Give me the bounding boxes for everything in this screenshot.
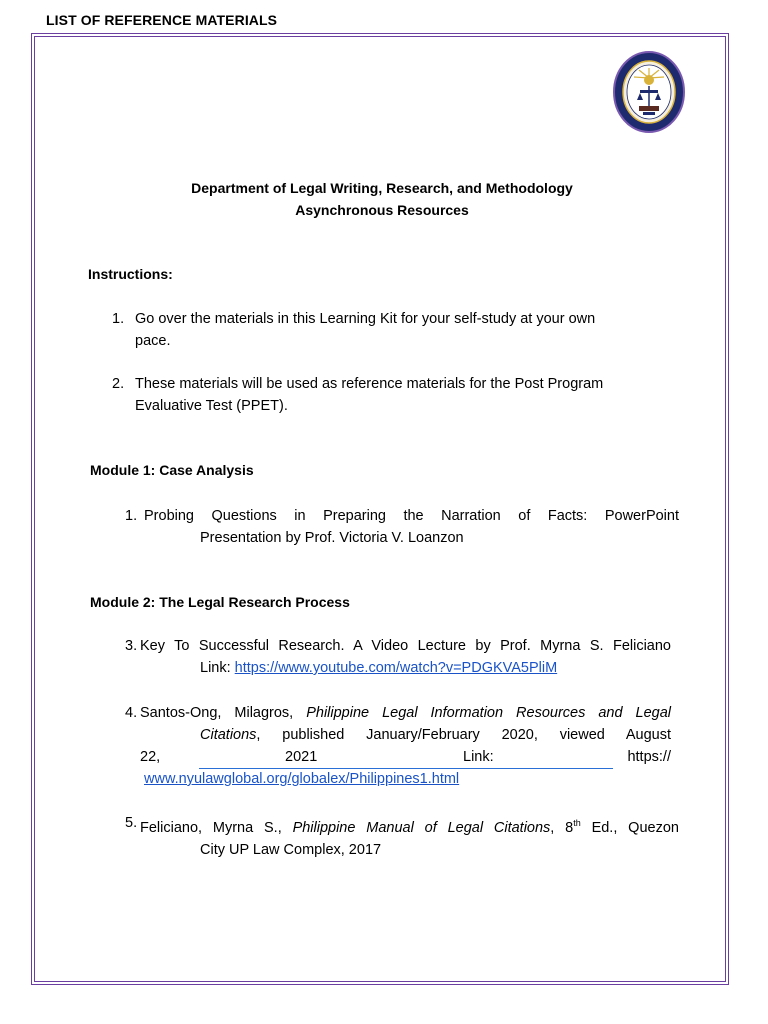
list-number: 3.: [125, 638, 138, 654]
edition-superscript: th: [573, 818, 581, 828]
instruction-item-1: [112, 308, 670, 352]
citation-publisher: City UP Law Complex, 2017: [200, 841, 382, 858]
instruction-text-cont: Evaluative Test (PPET).: [135, 398, 288, 414]
instruction-text: These materials will be used as reference materials for the Post Program: [135, 376, 604, 392]
list-number: 2.: [112, 376, 125, 392]
module1-item-1: [125, 505, 679, 549]
department-title: Department of Legal Writing, Research, and Methodology: [191, 180, 573, 196]
youtube-link[interactable]: https://www.youtube.com/watch?v=PDGKVA5PliM: [234, 660, 558, 676]
module2-heading: Module 2: The Legal Research Process: [90, 594, 350, 610]
link-prefix: https://: [627, 749, 671, 765]
module2-item-5: [125, 812, 679, 861]
citation-date-day: 22,: [140, 749, 161, 765]
citation-title-cont: Citations: [200, 727, 257, 743]
list-number: 5.: [125, 815, 138, 831]
instruction-item-2: [112, 373, 670, 417]
instruction-text-cont: pace.: [135, 333, 171, 349]
nyulawglobal-link[interactable]: www.nyulawglobal.org/globalex/Philippines1.html: [144, 771, 460, 787]
university-seal-icon: [612, 50, 686, 134]
module1-item-text: Probing Questions in Preparing the Narration of Facts: PowerPoint: [144, 508, 679, 524]
page-heading: LIST OF REFERENCE MATERIALS: [46, 12, 278, 28]
citation-author: Feliciano, Myrna S.,: [140, 819, 293, 836]
list-number: 1.: [125, 508, 138, 524]
module2-item3-text: Key To Successful Research. A Video Lecture by Prof. Myrna S. Feliciano: [140, 638, 671, 654]
citation-edition-rest: Ed., Quezon: [580, 819, 679, 836]
citation-title: Philippine Legal Information Resources and Legal: [306, 705, 671, 721]
resources-subtitle: Asynchronous Resources: [295, 202, 469, 218]
link-underline: [199, 768, 613, 769]
link-label: Link:: [463, 749, 494, 765]
module1-heading: Module 1: Case Analysis: [90, 462, 254, 478]
citation-edition: , 8: [550, 819, 574, 836]
instruction-text: Go over the materials in this Learning Kit for your self-study at your own: [135, 311, 596, 327]
module1-item-text-cont: Presentation by Prof. Victoria V. Loanzon: [200, 530, 464, 546]
list-number: 4.: [125, 705, 138, 721]
instructions-heading: Instructions:: [88, 266, 173, 282]
module2-item-3: [125, 635, 671, 679]
link-label: Link:: [200, 660, 235, 676]
citation-author: Santos-Ong, Milagros,: [140, 705, 307, 721]
citation-title: Philippine Manual of Legal Citations: [292, 819, 551, 836]
module2-item-4: [125, 702, 671, 790]
citation-publication: , published January/February 2020, viewed August: [256, 727, 671, 743]
citation-date-year: 2021: [285, 749, 318, 765]
document-title: [31, 177, 733, 221]
list-number: 1.: [112, 311, 125, 327]
